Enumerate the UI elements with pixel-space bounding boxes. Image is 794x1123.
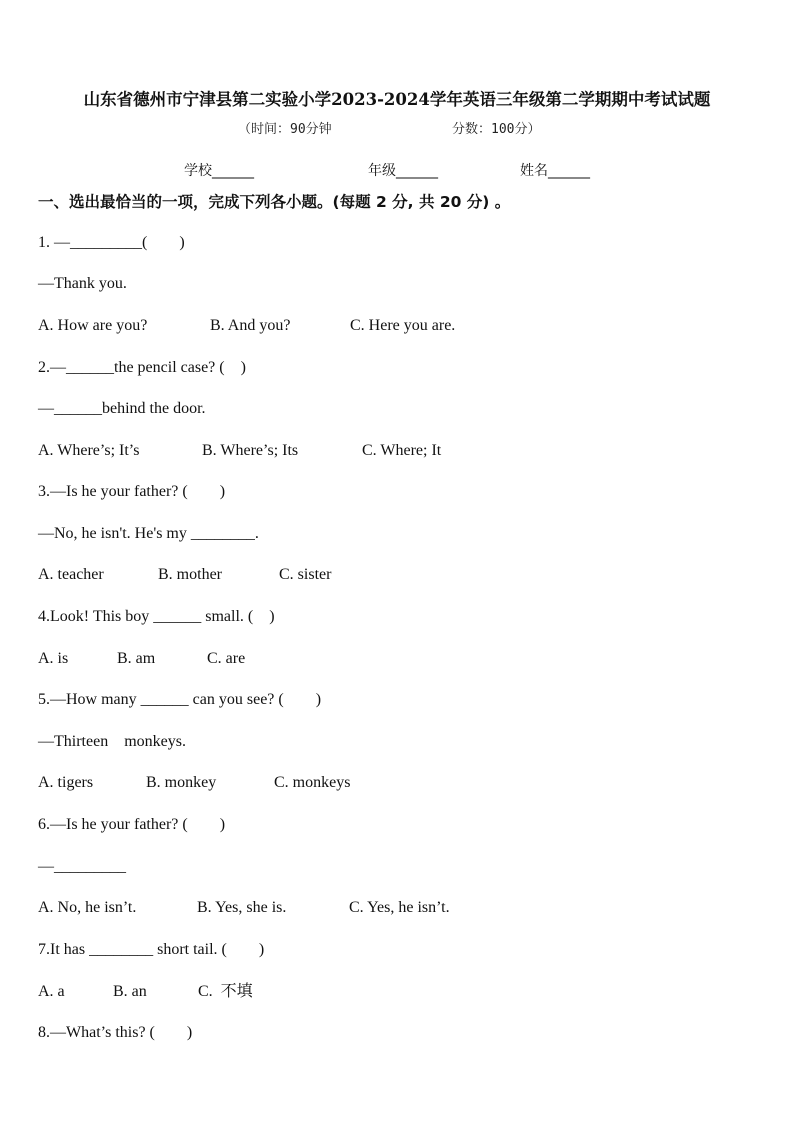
question-3-stem: 3.—Is he your father? ( ) [38,483,226,500]
question-2-option-c: C. Where; It [362,442,442,459]
school-field: 学校______ [184,163,254,179]
name-field: 姓名______ [520,163,590,179]
question-4-stem: 4.Look! This boy ______ small. ( ) [38,608,275,625]
question-5-option-c: C. monkeys [274,774,351,791]
question-3-option-b: B. mother [158,566,222,583]
question-6-option-b: B. Yes, she is. [197,899,287,916]
question-3-reply: —No, he isn't. He's my ________. [38,525,259,542]
question-4-option-b: B. am [117,650,156,667]
question-6-stem: 6.—Is he your father? ( ) [38,816,226,833]
exam-title: 山东省德州市宁津县第二实验小学2023-2024学年英语三年级第二学期期中考试试题 [83,90,711,109]
question-7-option-c: C. 不填 [198,983,253,1000]
question-4-option-c: C. are [207,650,246,667]
question-7-option-a: A. a [38,983,65,1000]
question-6-option-c: C. Yes, he isn’t. [349,899,450,916]
grade-field: 年级______ [368,163,438,179]
question-1-reply: —Thank you. [38,275,127,292]
question-5-reply: —Thirteen monkeys. [38,733,186,750]
question-5-option-b: B. monkey [146,774,217,791]
question-1-stem: 1. —_________( ) [38,234,185,251]
question-2-option-a: A. Where’s; It’s [38,442,140,459]
question-1-option-b: B. And you? [210,317,291,334]
question-4-option-a: A. is [38,650,69,667]
question-6-option-a: A. No, he isn’t. [38,899,137,916]
question-7-option-b: B. an [113,983,147,1000]
question-2-option-b: B. Where’s; Its [202,442,299,459]
question-2-reply: —______behind the door. [38,400,206,417]
question-6-reply: —_________ [38,858,126,875]
exam-score: 分数：100分） [452,122,541,137]
question-5-option-a: A. tigers [38,774,94,791]
question-1-option-c: C. Here you are. [350,317,456,334]
question-3-option-a: A. teacher [38,566,104,583]
question-5-stem: 5.—How many ______ can you see? ( ) [38,691,322,708]
question-1-option-a: A. How are you? [38,317,148,334]
question-7-stem: 7.It has ________ short tail. ( ) [38,941,265,958]
question-2-stem: 2.—______the pencil case? ( ) [38,359,246,376]
question-3-option-c: C. sister [279,566,332,583]
exam-time: （时间：90分钟 [238,122,332,137]
question-8-stem: 8.—What’s this? ( ) [38,1024,193,1041]
section-heading: 一、选出最恰当的一项，完成下列各小题。(每题 2 分, 共 20 分) 。 [38,193,511,211]
